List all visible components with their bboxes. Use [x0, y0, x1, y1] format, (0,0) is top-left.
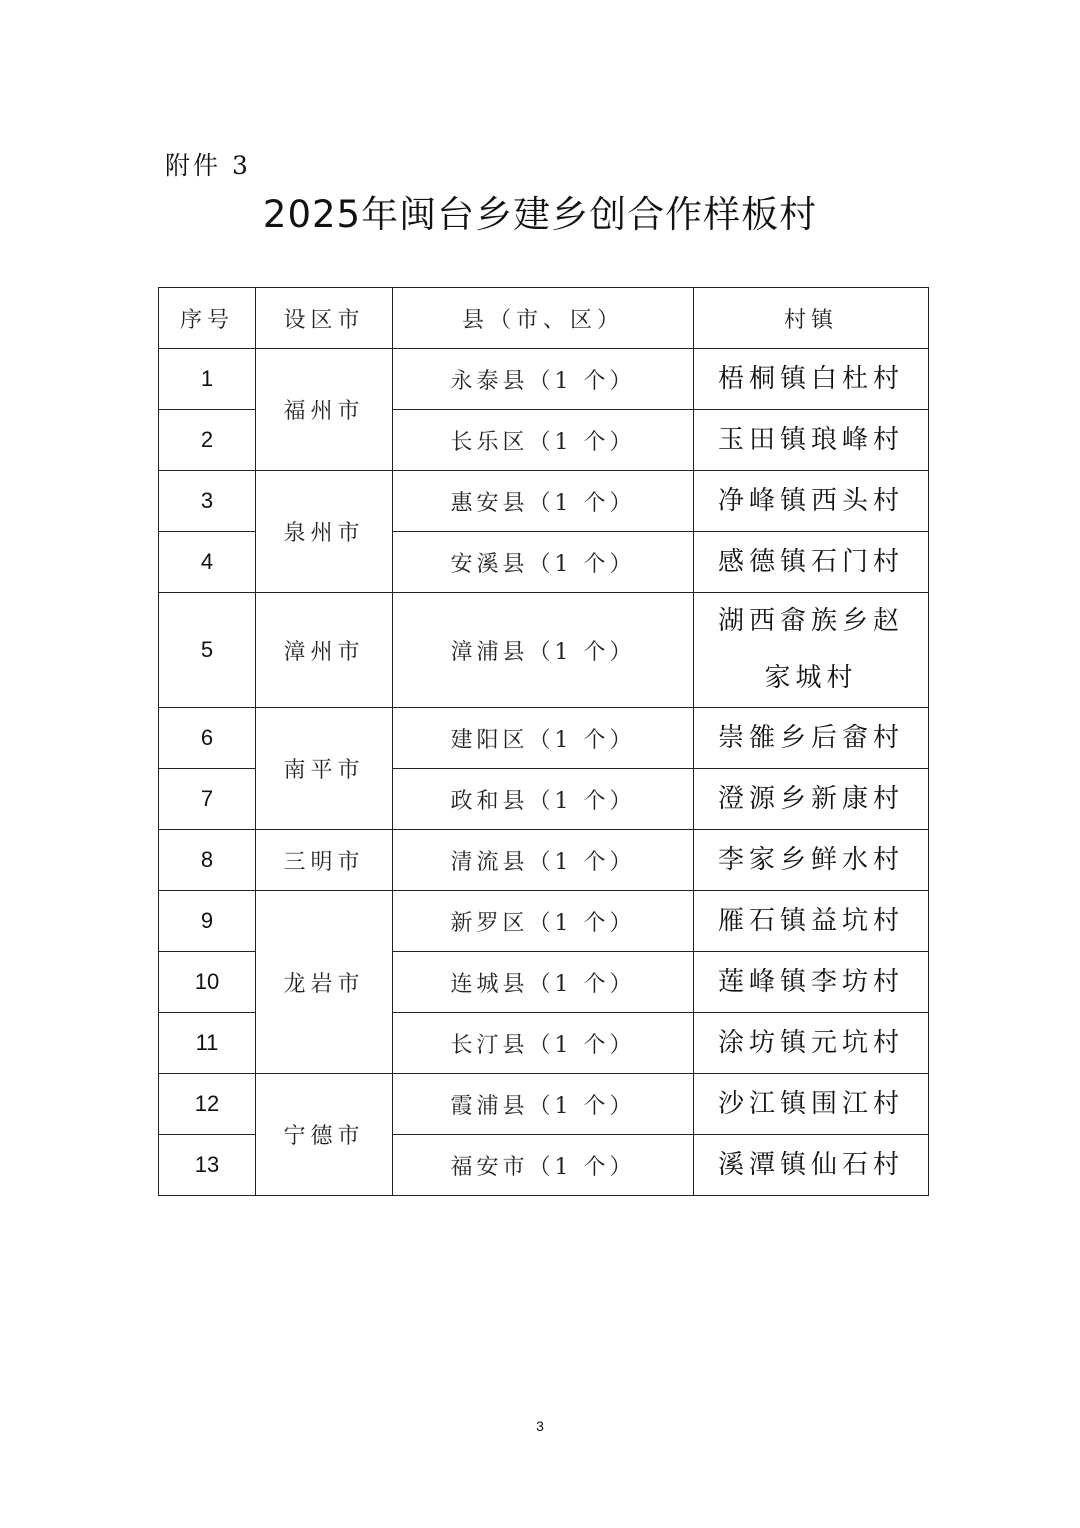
header-city: 设区市 — [256, 288, 393, 349]
row-number: 7 — [159, 769, 256, 830]
village-cell: 涂坊镇元坑村 — [694, 1013, 929, 1074]
row-number: 9 — [159, 891, 256, 952]
village-cell: 雁石镇益坑村 — [694, 891, 929, 952]
county-cell: 漳浦县（1 个） — [393, 593, 694, 708]
page-title: 2025年闽台乡建乡创合作样板村 — [262, 193, 818, 236]
city-cell: 南平市 — [256, 708, 393, 830]
row-number: 6 — [159, 708, 256, 769]
table-row — [159, 1074, 929, 1135]
city-cell: 漳州市 — [256, 593, 393, 708]
county-cell: 永泰县（1 个） — [393, 349, 694, 410]
village-cell: 净峰镇西头村 — [694, 471, 929, 532]
county-cell: 长汀县（1 个） — [393, 1013, 694, 1074]
row-number: 2 — [159, 410, 256, 471]
village-cell: 玉田镇琅峰村 — [694, 410, 929, 471]
county-cell: 建阳区（1 个） — [393, 708, 694, 769]
village-cell: 沙江镇围江村 — [694, 1074, 929, 1135]
county-cell: 政和县（1 个） — [393, 769, 694, 830]
county-cell: 连城县（1 个） — [393, 952, 694, 1013]
table-row — [159, 830, 929, 891]
table-header-row — [159, 288, 929, 349]
row-number: 11 — [159, 1013, 256, 1074]
city-cell: 宁德市 — [256, 1074, 393, 1196]
county-cell: 长乐区（1 个） — [393, 410, 694, 471]
table-row — [159, 593, 929, 708]
county-cell: 惠安县（1 个） — [393, 471, 694, 532]
villages-table — [158, 287, 929, 1196]
city-cell: 福州市 — [256, 349, 393, 471]
header-no: 序号 — [159, 288, 256, 349]
county-cell: 新罗区（1 个） — [393, 891, 694, 952]
page-number: 3 — [536, 1418, 544, 1434]
row-number: 4 — [159, 532, 256, 593]
village-cell: 澄源乡新康村 — [694, 769, 929, 830]
city-cell: 龙岩市 — [256, 891, 393, 1074]
header-village: 村镇 — [694, 288, 929, 349]
row-number: 8 — [159, 830, 256, 891]
row-number: 1 — [159, 349, 256, 410]
table-row — [159, 708, 929, 769]
row-number: 10 — [159, 952, 256, 1013]
table-row — [159, 471, 929, 532]
county-cell: 安溪县（1 个） — [393, 532, 694, 593]
village-cell: 湖西畲族乡赵家城村 — [694, 593, 929, 708]
row-number: 13 — [159, 1135, 256, 1196]
attachment-label: 附件 3 — [165, 151, 251, 180]
village-cell: 溪潭镇仙石村 — [694, 1135, 929, 1196]
row-number: 12 — [159, 1074, 256, 1135]
village-cell: 梧桐镇白杜村 — [694, 349, 929, 410]
village-cell: 崇雒乡后畲村 — [694, 708, 929, 769]
table-row — [159, 349, 929, 410]
village-cell: 李家乡鲜水村 — [694, 830, 929, 891]
village-cell: 莲峰镇李坊村 — [694, 952, 929, 1013]
row-number: 3 — [159, 471, 256, 532]
village-cell: 感德镇石门村 — [694, 532, 929, 593]
county-cell: 福安市（1 个） — [393, 1135, 694, 1196]
header-county: 县（市、区） — [393, 288, 694, 349]
table-row — [159, 891, 929, 952]
city-cell: 泉州市 — [256, 471, 393, 593]
row-number: 5 — [159, 593, 256, 708]
city-cell: 三明市 — [256, 830, 393, 891]
county-cell: 清流县（1 个） — [393, 830, 694, 891]
county-cell: 霞浦县（1 个） — [393, 1074, 694, 1135]
